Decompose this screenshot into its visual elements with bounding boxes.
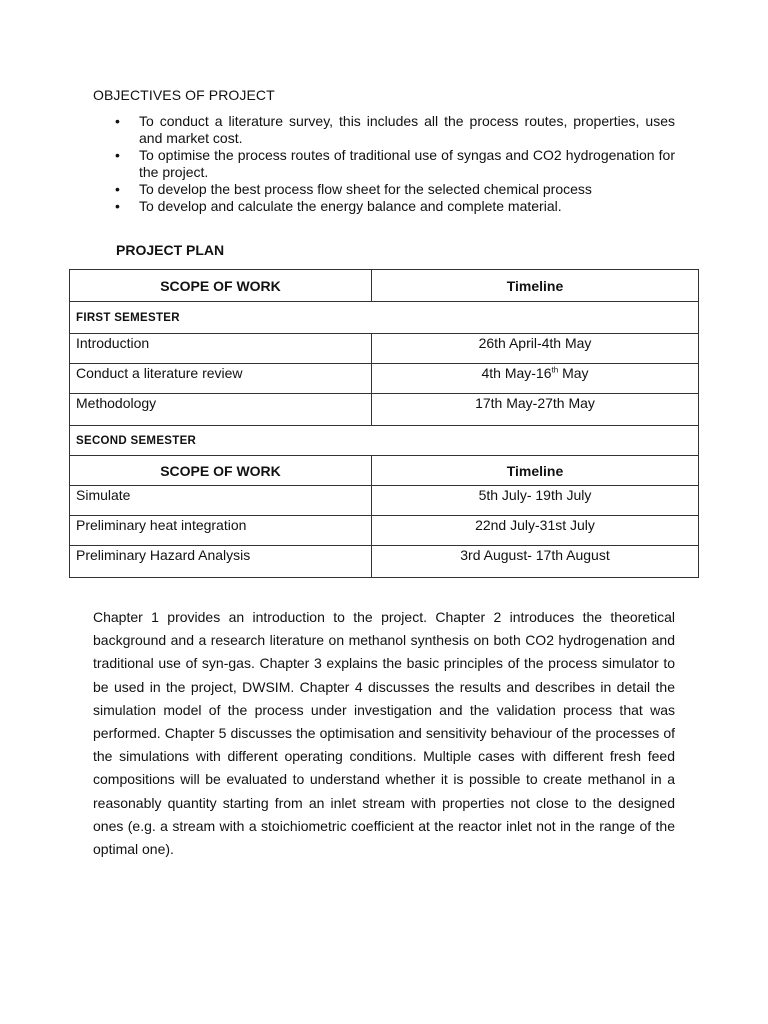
list-item [93,147,675,181]
chapters-paragraph: Chapter 1 provides an introduction to the project. Chapter 2 introduces the theoretical background and a research literature on methanol synthesis on both CO2 hydrogenation and traditional use of syn-gas. Chapter 3 explains the basic principles of the process simulator to be used in the project, DWSIM. Chapter 4 discusses the results and describes in detail the simulation model of the process under investigation and the validation process that was performed. Chapter 5 discusses the optimisation and sensitivity behaviour of the processes of the simulations with different operating conditions. Multiple cases with different fresh feed compositions will be evaluated to understand whether it is possible to create methanol in a reasonably quantity starting from an inlet stream with properties not close to the designed ones (e.g. a stream with a stoichiometric coefficient at the reactor inlet not in the range of the optimal one). [93,609,675,858]
ordinal-suffix: th [551,365,559,375]
objectives-list [93,113,675,215]
scope-cell: Preliminary Hazard Analysis [70,546,372,578]
timeline-cell: 3rd August- 17th August [372,546,699,578]
objective-text: To develop the best process flow sheet for the selected chemical process [139,181,592,197]
table-row [70,546,699,578]
semester-row [70,302,699,334]
timeline-cell: 26th April-4th May [372,334,699,364]
bullet-icon: • [115,198,120,214]
scope-cell: Introduction [70,334,372,364]
table-row [70,364,699,394]
semester-row [70,426,699,456]
header-timeline: Timeline [372,456,699,486]
objective-text: To optimise the process routes of traditional use of syngas and CO2 hydrogenation for the project. [139,147,675,180]
scope-cell: Preliminary heat integration [70,516,372,546]
timeline-text: May [558,365,589,381]
bullet-icon: • [115,147,120,163]
objective-text: To develop and calculate the energy balance and complete material. [139,198,562,214]
header-scope: SCOPE OF WORK [70,270,372,302]
header-scope: SCOPE OF WORK [70,456,372,486]
project-plan-table [69,269,699,578]
objectives-heading: OBJECTIVES OF PROJECT [93,87,275,103]
timeline-cell: 5th July- 19th July [372,486,699,516]
list-item [93,113,675,147]
list-item [93,198,675,215]
objective-text: To conduct a literature survey, this includes all the process routes, properties, uses and market cost. [139,113,675,146]
table-header-row [70,456,699,486]
table-row [70,394,699,426]
timeline-cell: 17th May-27th May [372,394,699,426]
header-timeline: Timeline [372,270,699,302]
second-semester-label: SECOND SEMESTER [70,426,699,456]
scope-cell: Simulate [70,486,372,516]
bullet-icon: • [115,113,120,129]
table-row [70,486,699,516]
table-row [70,334,699,364]
table-header-row [70,270,699,302]
timeline-cell: 22nd July-31st July [372,516,699,546]
table-row [70,516,699,546]
list-item [93,181,675,198]
timeline-cell [372,364,699,394]
timeline-text: 4th May-16 [481,365,552,381]
project-plan-heading: PROJECT PLAN [116,242,225,258]
scope-cell: Methodology [70,394,372,426]
bullet-icon: • [115,181,120,197]
first-semester-label: FIRST SEMESTER [70,302,699,334]
scope-cell: Conduct a literature review [70,364,372,394]
